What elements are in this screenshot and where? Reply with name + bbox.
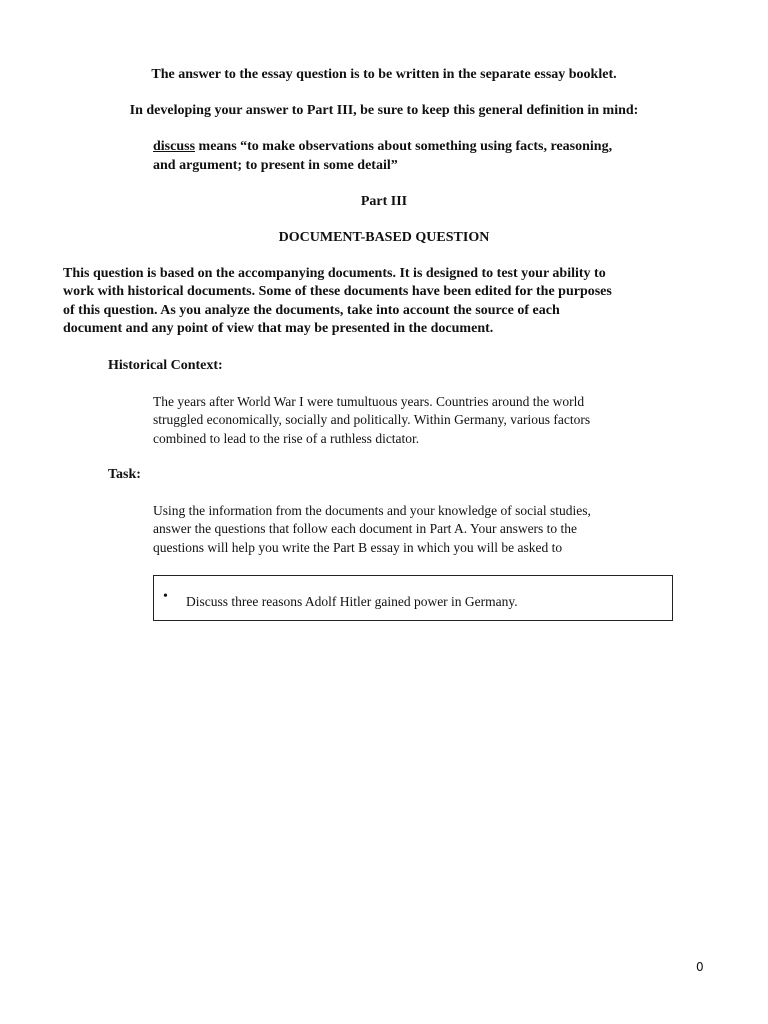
intro-line: This question is based on the accompanying documents. It is designed to test your ability to [63, 266, 606, 281]
definition-line-1 [153, 138, 612, 156]
page-number: 0 [696, 960, 704, 974]
part-heading: Part III [360, 194, 408, 209]
historical-context-text [153, 393, 590, 448]
definition-term: discuss [153, 139, 196, 154]
definition-line-2: and argument; to present in some detail” [153, 158, 398, 173]
definition-text: means “to make observations about something using facts, reasoning, [195, 139, 613, 154]
task-line: answer the questions that follow each document in Part A. Your answers to the [153, 521, 578, 537]
intro-line: document and any point of view that may be presented in the document. [63, 321, 494, 337]
instruction-line-1: The answer to the essay question is to be written in the separate essay booklet. [151, 67, 617, 82]
context-line: struggled economically, socially and politically. Within Germany, various factors [153, 412, 591, 428]
task-bullet-text: Discuss three reasons Adolf Hitler gained power in Germany. [186, 594, 518, 609]
section-heading: DOCUMENT-BASED QUESTION [278, 230, 490, 245]
task-box [153, 575, 673, 621]
context-line: The years after World War I were tumultuous years. Countries around the world [153, 394, 585, 409]
intro-line: of this question. As you analyze the documents, take into account the source of each [63, 302, 560, 318]
context-line: combined to lead to the rise of a ruthless dictator. [153, 430, 420, 446]
task-line: Using the information from the documents and your knowledge of social studies, [153, 503, 591, 518]
intro-paragraph [63, 265, 612, 339]
task-line: questions will help you write the Part B essay in which you will be asked to [153, 539, 563, 555]
task-label: Task: [108, 467, 141, 482]
historical-context-label: Historical Context: [108, 358, 223, 373]
instruction-line-2: In developing your answer to Part III, be sure to keep this general definition in mind: [129, 103, 639, 118]
bullet-icon: • [163, 589, 168, 604]
intro-line: work with historical documents. Some of these documents have been edited for the purposes [63, 284, 612, 300]
task-text [153, 502, 591, 557]
